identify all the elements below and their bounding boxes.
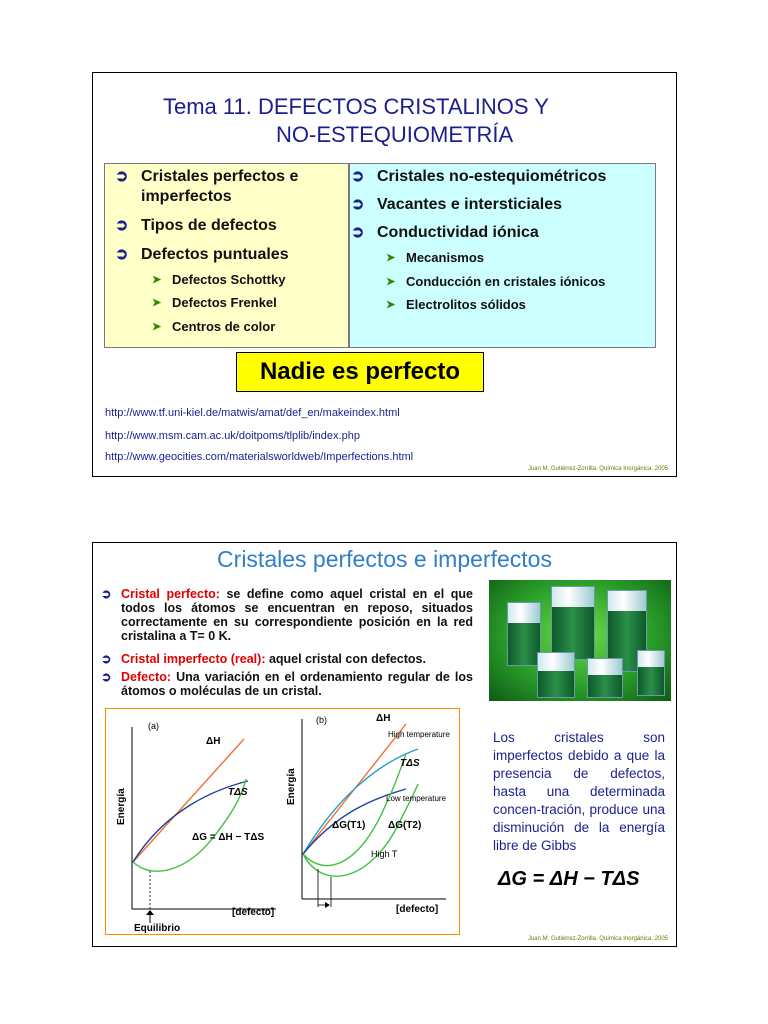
graph-a-dH-label: ΔH xyxy=(206,736,221,747)
graph-b-gT2-label: ΔG(T2) xyxy=(388,820,422,831)
graph-b-highT-label: High T xyxy=(371,849,398,859)
definition-text: Una variación en el ordenamiento regular de los átomos o moléculas de un cristal. xyxy=(121,670,473,698)
graph-a-equilibrio-label: Equilibrio xyxy=(134,923,181,934)
subtopic-label: Conducción en cristales iónicos xyxy=(406,274,606,289)
arrow-bullet-icon: ➲ xyxy=(101,670,112,684)
definition-item xyxy=(101,587,473,643)
graph-a-dH-curve xyxy=(133,739,244,862)
topic-label: Vacantes e intersticiales xyxy=(377,196,562,213)
topic-item xyxy=(351,167,607,187)
crystal-shape xyxy=(507,602,541,666)
topic-item xyxy=(115,245,289,265)
definition-term: Cristal perfecto: xyxy=(121,587,220,601)
graph-b-low-temp-label: Low temperature xyxy=(386,794,447,803)
crystal-shape xyxy=(637,650,665,696)
topic-item xyxy=(351,195,562,215)
subtopic-item xyxy=(152,319,276,334)
definition-text: se define como aquel cristal en el que todos los átomos se encuentran en reposo, situados correctamente en su correspondiente posición en la red cristalina a T= 0 K. xyxy=(121,587,473,643)
explanation-text: Los cristales son imperfectos debido a que la presencia de defectos, hasta una determinada concen-tración, produce una disminución de la energía libre de Gibbs xyxy=(493,730,665,853)
arrow-bullet-icon: ➲ xyxy=(115,168,129,185)
definition-term: Cristal imperfecto (real): xyxy=(121,652,266,666)
reference-link[interactable]: http://www.tf.uni-kiel.de/matwis/amat/def_en/makeindex.html xyxy=(105,407,400,419)
subtopic-label: Defectos Schottky xyxy=(172,272,286,287)
subtopic-label: Mecanismos xyxy=(406,250,485,265)
triangle-bullet-icon: ➤ xyxy=(152,297,162,309)
triangle-bullet-icon: ➤ xyxy=(386,276,396,288)
triangle-bullet-icon: ➤ xyxy=(152,321,162,333)
triangle-bullet-icon: ➤ xyxy=(386,299,396,311)
subtopic-label: Electrolitos sólidos xyxy=(406,297,526,312)
slide-2 xyxy=(92,542,677,947)
topic-item xyxy=(351,223,539,243)
graph-b-xlabel: [defecto] xyxy=(396,904,439,915)
definition-text: aquel cristal con defectos. xyxy=(265,652,426,666)
definition-item xyxy=(101,652,473,666)
arrow-bullet-icon: ➲ xyxy=(101,652,112,666)
arrow-bullet-icon: ➲ xyxy=(101,587,112,601)
graph-b-high-temp-label: High temperature xyxy=(388,730,450,739)
highlight-banner: Nadie es perfecto xyxy=(236,352,484,392)
subtopic-label: Centros de color xyxy=(172,319,276,334)
arrow-bullet-icon: ➲ xyxy=(115,246,129,263)
subtopic-item xyxy=(386,250,485,265)
arrow-bullet-icon: ➲ xyxy=(351,168,365,185)
energy-graphs-svg xyxy=(106,709,459,934)
topic-label: Cristales perfectos e imperfectos xyxy=(141,168,299,205)
definition-term: Defecto: xyxy=(121,670,172,684)
title-line-2: NO-ESTEQUIOMETRÍA xyxy=(276,122,514,147)
arrow-bullet-icon: ➲ xyxy=(351,196,365,213)
graph-b-gT1-label: ΔG(T1) xyxy=(332,820,366,831)
graph-b-shift-arrowhead-icon xyxy=(325,902,330,908)
graph-a-arrowhead-icon xyxy=(146,910,154,915)
slide-1 xyxy=(92,72,677,477)
topic-item xyxy=(115,167,346,207)
topic-label: Cristales no-estequiométricos xyxy=(377,168,607,185)
graph-b-label: (b) xyxy=(316,715,327,725)
graph-a-ylabel: Energía xyxy=(116,788,127,825)
subtopic-item xyxy=(152,295,277,310)
crystal-shape xyxy=(551,586,595,660)
crystal-shape xyxy=(537,652,575,698)
slide-2-title: Cristales perfectos e imperfectos xyxy=(217,546,552,572)
graph-b-dH-label: ΔH xyxy=(376,713,391,724)
definition-item xyxy=(101,670,473,698)
arrow-bullet-icon: ➲ xyxy=(351,224,365,241)
gibbs-formula: ΔG = ΔH − TΔS xyxy=(498,868,640,890)
graph-a-xlabel: [defecto] xyxy=(232,907,275,918)
arrow-bullet-icon: ➲ xyxy=(115,217,129,234)
subtopic-item xyxy=(386,274,606,289)
reference-link[interactable]: http://www.geocities.com/materialsworldweb/Imperfections.html xyxy=(105,451,414,463)
subtopic-label: Defectos Frenkel xyxy=(172,295,277,310)
graph-a-TdS-label: TΔS xyxy=(228,787,248,798)
subtopic-item xyxy=(386,297,526,312)
topics-right-box xyxy=(349,163,656,348)
slide-1-title xyxy=(163,93,549,149)
graph-a-label: (a) xyxy=(148,721,159,731)
subtopic-item xyxy=(152,272,286,287)
graph-a-dG-label: ΔG = ΔH − TΔS xyxy=(192,832,265,843)
topic-label: Defectos puntuales xyxy=(141,246,289,263)
title-line-1: Tema 11. DEFECTOS CRISTALINOS Y xyxy=(163,94,549,119)
topic-item xyxy=(115,216,277,236)
triangle-bullet-icon: ➤ xyxy=(152,274,162,286)
energy-graphs xyxy=(105,708,460,935)
crystals-photo xyxy=(489,580,671,701)
crystal-shape xyxy=(587,658,623,698)
triangle-bullet-icon: ➤ xyxy=(386,252,396,264)
topic-label: Tipos de defectos xyxy=(141,217,277,234)
reference-link[interactable]: http://www.msm.cam.ac.uk/doitpoms/tlplib/index.php xyxy=(105,430,360,442)
slide-credit: Juan M. Gutiérrez-Zorrilla. Química Inorgánica. 2005 xyxy=(527,936,668,942)
graph-b-TdS-label: TΔS xyxy=(400,758,420,769)
slide-credit: Juan M. Gutiérrez-Zorrilla. Química Inorgánica. 2005 xyxy=(527,466,668,472)
topics-left-box xyxy=(104,163,349,348)
graph-b-ylabel: Energía xyxy=(286,768,297,805)
topic-label: Conductividad iónica xyxy=(377,224,539,241)
